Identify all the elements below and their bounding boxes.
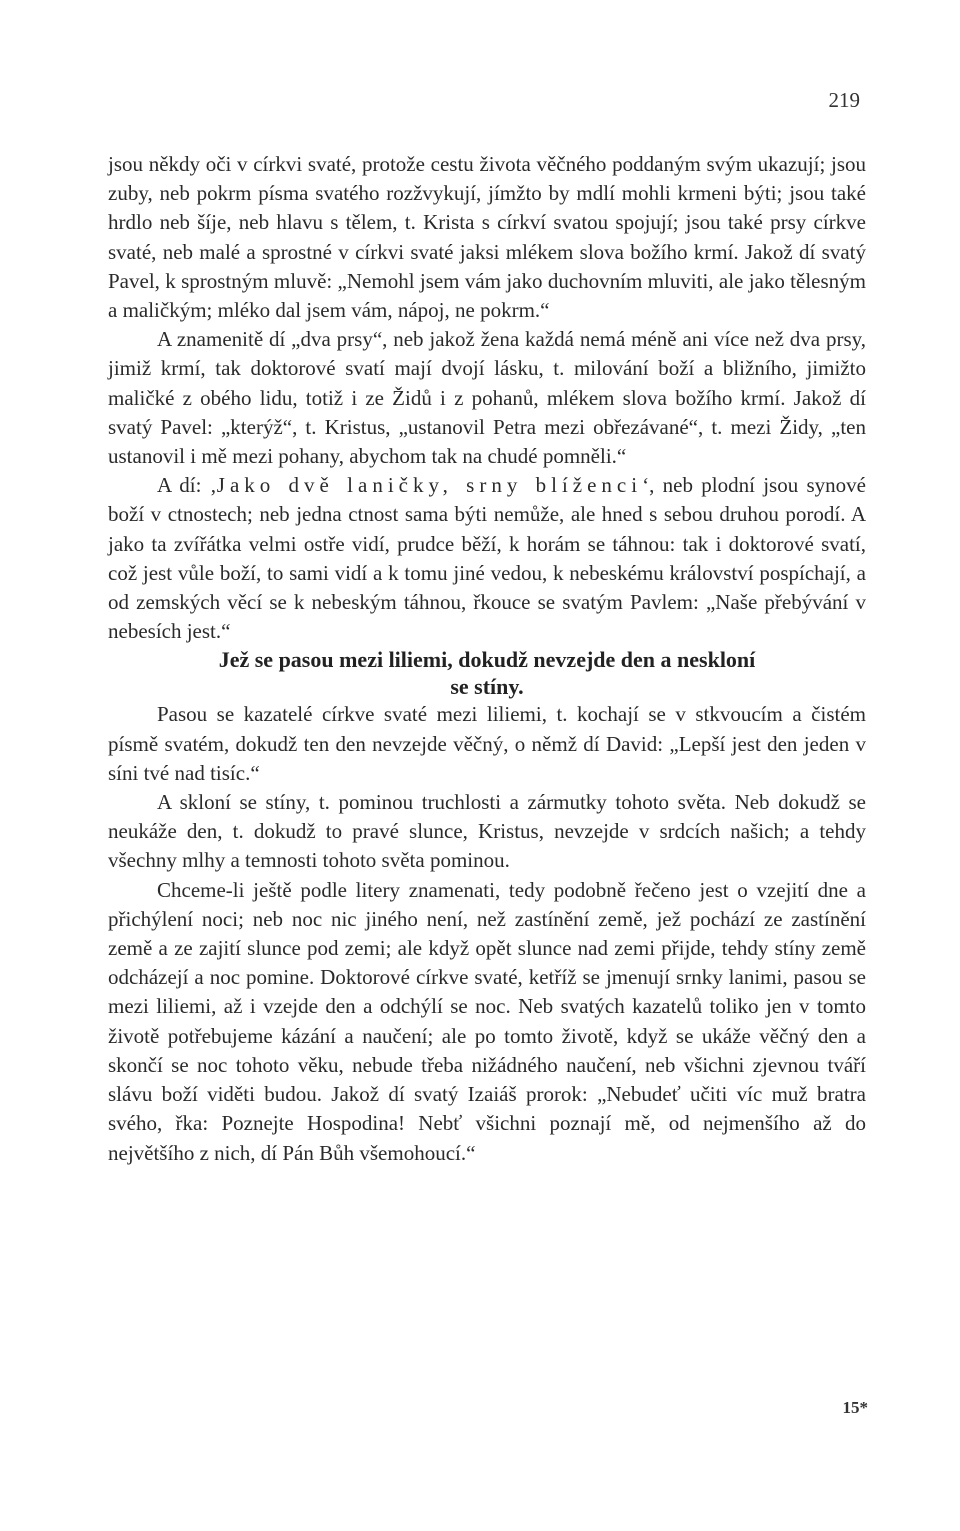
- paragraph: Chceme-li ještě podle litery znamenati, tedy podobně řečeno jest o vzejití dne a přichýlení noci; neb noc nic jiného není, než zastínění země, jež pochází ze zastínění země a ze zajití slunce pod zemi; ale když opět slunce nad zemi přijde, tehdy stíny země odcházejí a noc pomine. Doktorové církve svaté, ketříž se jmenují srnky lanimi, pasou se mezi liliemi, až i vzejde den a odchýlí se noc. Neb svatých kazatelů toliko jen v tomto životě potřebujeme kázání a naučení; ale po tomto životě, když se ukáže věčný den a skončí se noc tohoto věku, nebude třeba nižádného naučení, neb všichni zjevnou tváří slávu boží viděti budou. Jakož dí svatý Izaiáš prorok: „Nebudeť učiti víc muž bratra svého, řka: Poznejte Hospodina! Nebť všichni poznají mě, od nejmenšího až do největšího z nich, dí Pán Bůh všemohoucí.“: [108, 877, 866, 1165]
- paragraph-text: ‘, neb plodní jsou synové boží v ctnostech; neb jedna ctnost sama býti nemůže, ale hned s sebou druhou porodí. A jako ta zvířátka velmi ostře vidí, prudce běží, k horám se táhnou: tak i doktorové svatí, což jest vůle boží, to sami vidí a k tomu jiné vedou, k nebeskému království pospíchají, a od zemských věcí se k nebeským táhnou, řkouce se svatým Pavlem: „Naše přebývání v nebesích jest.“: [108, 473, 867, 644]
- paragraph: Pasou se kazatelé církve svaté mezi liliemi, t. kochají se v stkvoucím a čistém písmě svatém, dokudž ten den nevzejde věčný, o němž dí David: „Lepší jest den jeden v síni tvé nad tisíc.“: [108, 702, 866, 785]
- paragraph: A znamenitě dí „dva prsy“, neb jakož žena každá nemá méně ani více než dva prsy, jimiž krmí, tak doktorové svatí mají dvojí lásku, t. milování boží a bližního, jimižto maličké z obého lidu, totiž i ze Židů i z pohanů, mlékem slova božího krmí. Jakož dí svatý Pavel: „kterýž“, t. Kristus, „ustanovil Petra mezi obřezávané“, t. mezi Židy, „ten ustanovil i mě mezi pohany, abychom tak na chudé pomněli.“: [108, 327, 866, 469]
- paragraph: [108, 471, 866, 646]
- page-body: [108, 150, 866, 1168]
- page-number: 219: [828, 88, 860, 112]
- signature-mark: 15*: [842, 1398, 868, 1417]
- section-heading: [108, 646, 866, 700]
- paragraph-text: A dí: ‚: [157, 473, 217, 498]
- spaced-quote: Jako dvě laničky, srny blíženci: [216, 473, 643, 498]
- paragraph: jsou někdy oči v církvi svaté, protože cestu života věčného poddaným svým ukazují; jsou zuby, neb pokrm písma svatého rozžvykují, jímžto by mdlí mohli krmeni býti; jsou také hrdlo neb šíje, neb hlavu s tělem, t. Krista s církví svatou spojují; jsou také prsy církve svaté, neb malé a sprostné v církvi svaté jaksi mlékem slova božího krmí. Jakož dí svatý Pavel, k sprostným mluvě: „Nemohl jsem vám jako duchovním mluviti, ale jako tělesným a maličkým; mléko dal jsem vám, nápoj, ne pokrm.“: [108, 152, 866, 323]
- heading-line: se stíny.: [450, 674, 524, 700]
- heading-line: Jež se pasou mezi liliemi, dokudž nevzejde den a neskloní: [218, 647, 756, 673]
- paragraph: A skloní se stíny, t. pominou truchlosti a zármutky tohoto světa. Neb dokudž se neukáže den, t. dokudž to pravé slunce, Kristus, nevzejde v srdcích našich; a tehdy všechny mlhy a temnosti tohoto světa pominou.: [108, 790, 866, 873]
